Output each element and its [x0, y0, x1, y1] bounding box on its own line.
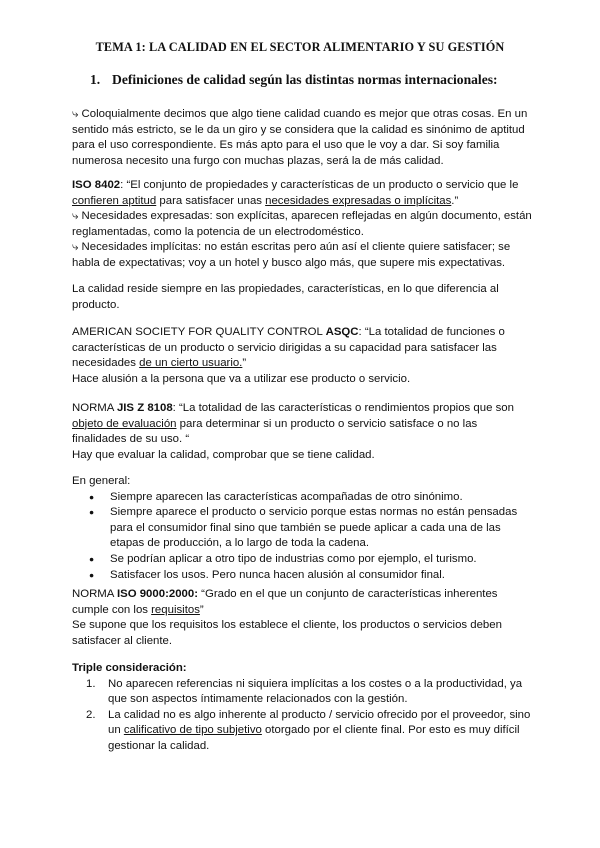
list-item: ● Se podrían aplicar a otro tipo de industrias como por ejemplo, el turismo. [72, 552, 532, 568]
list-item: ● Siempre aparece el producto o servicio porque estas normas no están pensadas para el consumidor final sino que también se puede aplicar a cada una de las etapas de producción, a lo largo de toda la cadena. [72, 505, 532, 552]
asqc-block [72, 325, 532, 387]
triple-item-2-text-1: La calidad no es algo inherente al producto / servicio ofrecido por el proveedor, sino un [108, 708, 531, 737]
list-item: ● Satisfacer los usos. Pero nunca hacen alusión al consumidor final. [72, 568, 532, 584]
jis-prefix: NORMA [72, 402, 117, 414]
jis-text-1: : “La totalidad de las características o rendimientos propios que son [172, 402, 514, 414]
calidad-reside-text: La calidad reside siempre en las propiedades, características, en lo que diferencia al producto. [72, 283, 499, 311]
iso8402-implicit-needs: ⤷ Necesidades implícitas: no están escritas pero aún así el cliente quiere satisfacer; se habla de expectativas; voy a un hotel y busco algo más, que supere mis expectativas. [72, 241, 511, 269]
jis-note: Hay que evaluar la calidad, comprobar que se tiene calidad. [72, 448, 375, 461]
general-list [72, 490, 532, 584]
triple-item-1: No aparecen referencias ni siquiera implícitas a los costes o a la productividad, ya que son aspectos íntimamente relacionados con la gestión. [108, 677, 523, 706]
section-heading-text: Definiciones de calidad según las distintas normas internacionales: [112, 72, 498, 87]
general-block [72, 474, 532, 583]
list-item: ● Siempre aparecen las características acompañadas de otro sinónimo. [72, 490, 532, 506]
triple-block [72, 661, 532, 755]
iso8402-text-3: .” [451, 194, 459, 207]
jis-underline-1: objeto de evaluación [72, 417, 177, 430]
asqc-text-1: : “La totalidad de funciones o características de un producto o servicio dirigidas a su capacidad para satisfacer las necesidades [72, 326, 505, 370]
jis-definition [72, 401, 532, 448]
iso9000-note: Se supone que los requisitos los establece el cliente, los productos o servicios deben satisfacer al cliente. [72, 619, 502, 647]
iso9000-prefix: NORMA [72, 588, 117, 600]
iso8402-underline-1: confieren aptitud [72, 194, 157, 207]
iso8402-block [72, 178, 532, 272]
jis-text-2: para determinar si un producto o servicio satisface o no las finalidades de su uso. “ [72, 417, 478, 446]
list-item [72, 677, 532, 708]
intro-text: ⤷ Coloquialmente decimos que algo tiene calidad cuando es mejor que otras cosas. En un sentido más estricto, se le da un giro y se considera que la calidad es sinónimo de aptitud para el uso correspondiente. Es más apto para el uso que le voy a dar. Si soy familia numerosa necesito una furgo con muchas plazas, será la de más calidad. [72, 108, 528, 167]
section-heading [90, 72, 498, 88]
iso8402-text-2: para satisfacer unas [156, 194, 266, 207]
section-number: 1. [90, 72, 101, 87]
iso9000-text-1: “Grado en el que un conjunto de características inherentes cumple con los [72, 588, 498, 616]
iso9000-underline-1: requisitos [151, 603, 200, 616]
asqc-note: Hace alusión a la persona que va a utilizar ese producto o servicio. [72, 372, 411, 385]
document-title: TEMA 1: LA CALIDAD EN EL SECTOR ALIMENTARIO Y SU GESTIÓN [95, 40, 505, 54]
asqc-prefix: AMERICAN SOCIETY FOR QUALITY CONTROL [72, 326, 326, 338]
iso9000-block [72, 587, 532, 649]
iso8402-label: ISO 8402 [72, 179, 121, 191]
asqc-label: ASQC [325, 326, 359, 338]
item-number: 1. [86, 677, 96, 690]
intro-paragraph [72, 107, 532, 169]
jis-block [72, 401, 532, 463]
triple-item-2-text-2: otorgado por el cliente final. Por esto es muy difícil gestionar la calidad. [108, 724, 520, 752]
iso9000-text-2: ” [199, 603, 204, 616]
asqc-text-2: ” [242, 357, 247, 370]
asqc-underline-1: de un cierto usuario. [139, 357, 243, 370]
calidad-reside-paragraph [72, 282, 532, 313]
iso9000-label: ISO 9000:2000: [116, 588, 198, 600]
triple-heading-line [72, 661, 532, 677]
triple-item-2-underline: calificativo de tipo subjetivo [123, 724, 262, 737]
iso9000-definition [72, 587, 532, 618]
triple-list [72, 677, 532, 755]
jis-label: JIS Z 8108 [116, 402, 173, 414]
triple-heading: Triple consideración: [72, 662, 187, 674]
iso8402-definition [72, 178, 532, 209]
iso8402-explicit-needs: ⤷ Necesidades expresadas: son explícitas, aparecen reflejadas en algún documento, están reglamentadas, como la potencia de un electrodoméstico. [72, 210, 532, 238]
item-number: 2. [86, 708, 96, 721]
list-item [72, 708, 532, 755]
iso8402-underline-2: necesidades expresadas o implícitas [265, 194, 452, 207]
general-heading: En general: [72, 475, 131, 487]
iso8402-text-1: : “El conjunto de propiedades y características de un producto o servicio que le [120, 179, 519, 191]
asqc-definition [72, 325, 532, 372]
